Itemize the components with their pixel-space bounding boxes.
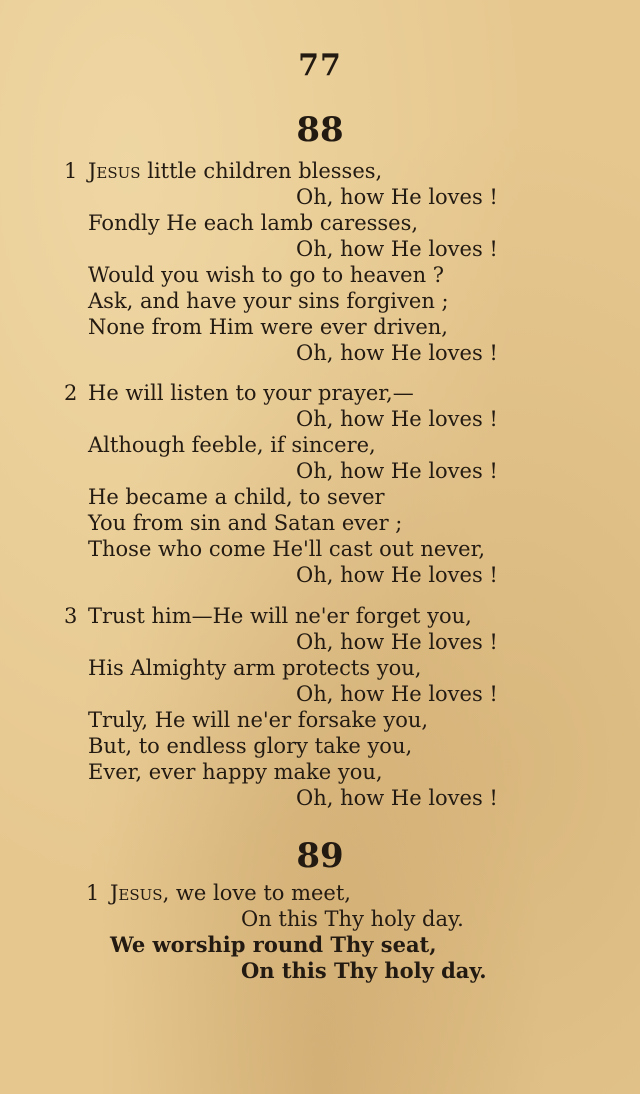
page-number: 77 [298,48,342,83]
verse-line-first-word: Jesus [110,881,163,905]
verse-line: You from sin and Satan ever ; [88,511,403,535]
refrain-line: Oh, how He loves ! [296,786,498,810]
refrain-line: On this Thy holy day. [241,958,487,983]
refrain-line: Oh, how He loves ! [296,682,498,706]
verse-line: Trust him—He will ne'er forget you, [88,604,472,628]
verse-line: Those who come He'll cast out never, [88,537,486,561]
verse-line: Would you wish to go to heaven ? [88,263,445,287]
refrain-line: Oh, how He loves ! [296,341,498,365]
verse-line [110,880,351,906]
refrain-line: Oh, how He loves ! [296,630,498,654]
verse-line: We worship round Thy seat, [110,932,437,957]
refrain-line: On this Thy holy day. [241,907,464,931]
verse-line: Truly, He will ne'er forsake you, [88,708,429,732]
verse-line-rest: little children blesses, [140,159,383,183]
verse-line: He will listen to your prayer,— [88,381,414,405]
verse-line: Although feeble, if sincere, [88,433,376,457]
verse-line: Ever, ever happy make you, [88,760,383,784]
verse-line: His Almighty arm protects you, [88,656,422,680]
refrain-line: Oh, how He loves ! [296,563,498,587]
verse-line: But, to endless glory take you, [88,734,413,758]
refrain-line: Oh, how He loves ! [296,407,498,431]
verse-line-first-word: Jesus [88,159,141,183]
verse-number: 1 [64,159,78,183]
verse-line: Ask, and have your sins forgiven ; [88,289,449,313]
verse-line: None from Him were ever driven, [88,315,448,339]
verse-line: He became a child, to sever [88,485,385,509]
refrain-line: Oh, how He loves ! [296,185,498,209]
verse-number: 2 [64,381,78,405]
verse-line [88,158,382,184]
hymn-number: 89 [296,836,344,876]
verse-number: 3 [64,604,78,628]
verse-number: 1 [86,881,100,905]
refrain-line: Oh, how He loves ! [296,459,498,483]
verse-line: Fondly He each lamb caresses, [88,211,419,235]
refrain-line: Oh, how He loves ! [296,237,498,261]
hymn-number: 88 [296,110,344,150]
verse-line-rest: , we love to meet, [162,881,351,905]
